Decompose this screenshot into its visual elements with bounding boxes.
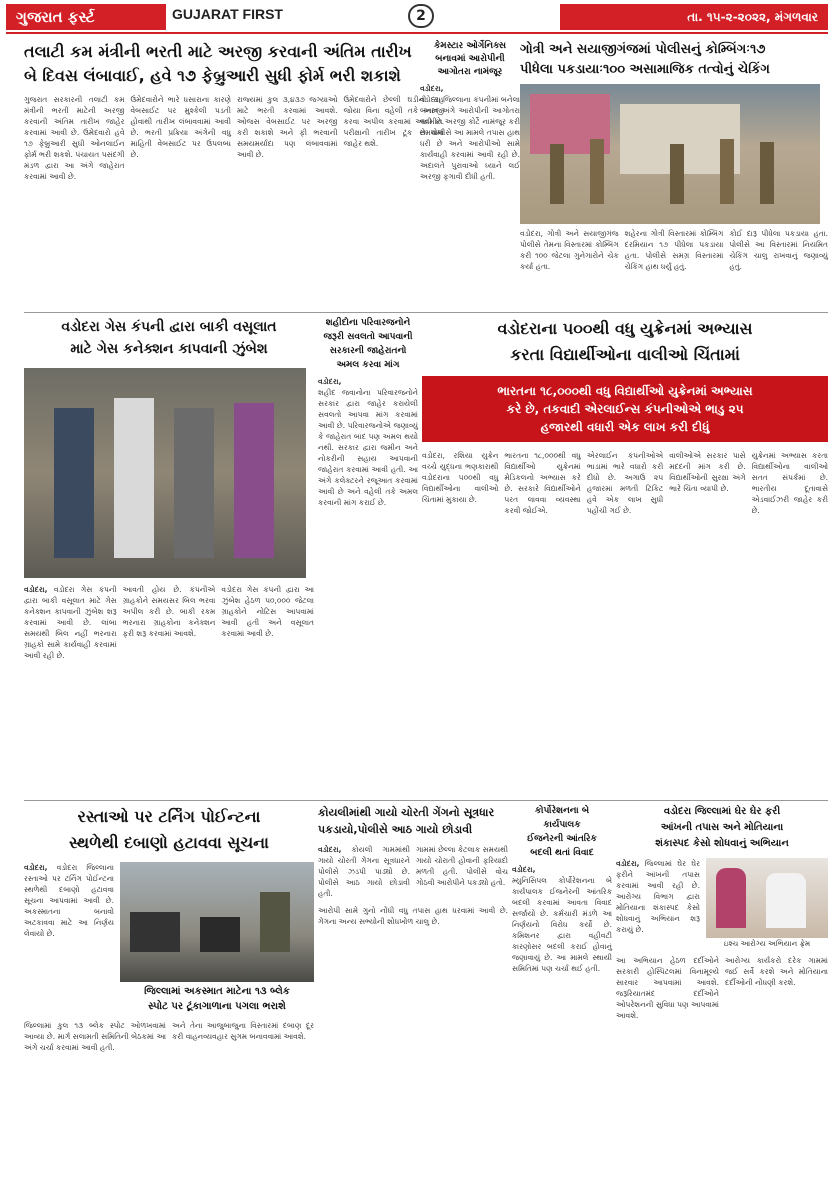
headline-line: કોયલીમાંથી ગાયો ચોરતી ગેંગનો સૂત્રધાર [318,806,495,819]
body-column: ભારતના ૧૮,૦૦૦થી વધુ વિદ્યાર્થીઓ યુક્રેનમાં મેડિકલનો અભ્યાસ કરે છે. સરકારે વિદ્યાર્થીઓને પરત લાવવા વ્યવસ્થા કરવી જોઈએ. [504,451,581,515]
eye-photo-block [706,858,828,949]
issue-date: તા. ૧૫-૨-૨૦૨૨, મંગળવાર [560,4,828,30]
subheadline-bar [422,376,828,442]
page-number: 2 [408,4,434,28]
dateline: વડોદરા, [512,865,536,874]
street-photo-block [120,862,314,1014]
headline [422,316,828,368]
body-column: અને તેના આજુબાજુના વિસ્તારમાં દબાણ દૂર કરી વાહનવ્યવહાર સુગમ બનાવવામાં આવશે. [172,1021,314,1041]
article-cow-theft [318,804,508,1194]
dateline: વડોદરા, [24,863,48,872]
headline-line: ઈજનેરની આંતરિક [527,834,597,844]
article-eye-check [616,804,828,1194]
police-combing-photo [520,84,820,224]
header-rule [6,32,828,34]
eye-check-photo [706,858,828,938]
dateline: વડોદરા, [420,84,444,93]
headline [520,40,828,80]
headline-line: વડોદરા જિલ્લામાં ઘેર ઘેર ફરી [663,806,781,817]
headline-line: જરૂરી સવલતો આપવાની [323,332,413,342]
headline [512,804,612,860]
body-column: ગુજરાત સરકારની તલાટી કમ મંત્રીની ભરતી માટેની અરજી કરવાની અંતિમ તારીખ જાહેર કરવામાં આવી છે. ઉમેદવારો હવે ૧૭ ફેબ્રુઆરી સુધી ઓનલાઈન ફોર્મ ભરી શકશે. પંચાયત પસંદગી મંડળ દ્વારા આ અંગે જાહેરાત કરવામાં આવી છે. [24,95,125,181]
body-column [24,862,114,1014]
body-column: જિલ્લામાં કુલ ૧૩ બ્લેક સ્પોટ ઓળખવામાં આવ્યા છે. માર્ગ સલામતી સમિતિની બેઠકમાં આ અંગે ચર્ચા કરવામાં આવી હતી. [24,1021,166,1052]
headline [616,804,828,852]
body-column: યુક્રેનમાં અભ્યાસ કરતા વિદ્યાર્થીઓના વાલીઓ સતત સંપર્કમાં છે. ભારતીય દૂતાવાસે એડવાઈઝરી જાહેર કરી છે. [751,451,829,515]
headline-line: બદલી થતાં વિવાદ [530,848,594,858]
headline-line: વડોદરાના ૫૦૦થી વધુ યુક્રેનમાં અભ્યાસ [497,319,753,338]
body-column: એરલાઈન કંપનીઓએ ભાડામાં ભારે વધારો કરી દીધો છે. અગાઉ ૨૫ હજારમાં મળતી ટિકિટ હવે એક લાખ સુધી પહોંચી ગઈ છે. [586,451,664,515]
dateline: વડોદરા, [318,377,342,386]
body-text: વડોદરા ગેસ કંપની દ્વારા બાકી વસૂલાત માટે ગેસ કનેક્શન કાપવાની ઝુંબેશ શરૂ કરવામાં આવી છે. લાંબા સમયથી બિલ નહીં ભરનારા ગ્રાહકો સામે કાર્યવાહી કરવામાં આવી રહી છે. [24,585,117,660]
photo-caption: ઇશ્ચ આરોગ્ય અભિયાન ફ્રેમ [723,939,811,948]
headline-line: ગોત્રી અને સયાજીગંજમાં પોલીસનું કોમ્બિંગઃ૧૭ [520,42,766,57]
body-column: વડોદરા ગેસ કંપની દ્વારા આ ઝુંબેશ હેઠળ ૫૦,૦૦૦ જેટલા ગ્રાહકોને નોટિસ આપવામાં આવી હતી અને વસૂલાત કરવામાં આવી છે. [221,585,315,638]
headline [420,40,520,79]
article-gotri [520,40,828,310]
photo-caption [120,984,314,1014]
headline [24,804,314,856]
body-text: વડોદરા જિલ્લાના કંપનીમાં બનેલા બનાવ અંગે આરોપીની આગોતરા જામીન અરજી કોર્ટે નામંજૂર કરી છે. પોલીસે આ મામલે તપાસ હાથ ધરી છે અને આરોપીઓ સામે કાર્યવાહી કરવામાં આવી રહી છે. અદાલતે પુરાવાઓ ધ્યાને લઈ અરજી ફગાવી દીધી હતી. [420,95,520,181]
body-text: વડોદરા જિલ્લાના રસ્તાઓ પર ટર્નિંગ પોઈન્ટના સ્થળેથી દબાણો હટાવવા સૂચના આપવામાં આવી છે. અકસ્માતના બનાવો અટકાવવા માટે આ નિર્ણય લેવાયો છે. [24,863,114,938]
headline-line: બનાવમાં આરોપીની [435,54,505,64]
body-column: વડોદરા, રશિયા યુક્રેન વચ્ચે યુદ્ધના ભણકારાથી વડોદરાના ૫૦૦થી વધુ વિદ્યાર્થીઓના વાલીઓ ચિંતામાં મુકાયા છે. [422,451,499,504]
headline-line: વડોદરા ગેસ કંપની દ્વારા બાકી વસૂલાત [61,319,277,335]
body-text: શહીદ જવાનોના પરિવારજનોને સરકાર દ્વારા જાહેર કરાયેલી સવલતો આપવા માંગ કરવામાં આવી છે. પરિવારજનોએ જણાવ્યું કે જાહેરાત બાદ પણ અમલ થયો નથી. સરકાર દ્વારા જમીન અને નોકરીની સહાય આપવાની જાહેરાત કરવામાં આવી હતી. આ અંગે કલેક્ટરને રજૂઆત કરવામાં આવી છે અને વહેલી તકે અમલ કરવાની માંગ કરાઈ છે. [318,388,418,507]
body-column [318,844,410,899]
headline-line: આંખની તપાસ અને મોતિયાના [660,822,784,833]
article-ukraine [422,316,828,796]
body-column: ઉમેદવારોને છેલ્લી ઘડીની રાહ જોયા વિના વહેલી તકે અરજી કરવા અપીલ કરવામાં આવી છે. પરીક્ષાની તારીખ ટૂંક સમયમાં જાહેર થશે. [343,95,444,148]
headline-line: તલાટી કમ મંત્રીની ભરતી માટે અરજી કરવાની અંતિમ તારીખ [24,42,412,61]
caption-line: જિલ્લામાં અકસ્માત માટેના ૧૩ બ્લેક [144,986,290,997]
headline [318,316,418,372]
headline-line: શહીદોના પરિવારજનોને [325,318,411,328]
street-photo [120,862,314,982]
subheadline-line: હજારથી વધારી એક લાખ કરી દીધું [540,420,710,434]
section-tag: ગુજરાત ફર્સ્ટ [6,4,166,30]
headline [318,804,508,838]
headline [24,40,444,88]
article-corporation [512,804,612,1194]
body-text: આરોપી સામે ગુનો નોંધી વધુ તપાસ હાથ ધરવામાં આવી છે. ગેંગના અન્ય સભ્યોની શોધખોળ ચાલુ છે. [318,906,508,926]
body-column: વડોદરા, ગોત્રી અને સયાજીગંજ પોલીસે તેમના વિસ્તારમાં કોમ્બિંગ કરી ૧૦૦ જેટલા ગુનેગારોને ચેક કર્યા હતા. [520,229,619,271]
headline-line: કરતા વિદ્યાર્થીઓના વાલીઓ ચિંતામાં [510,345,740,364]
caption-line: સ્પોટ પર ટૂંકાગાળાના પગલા ભરાશે [148,1001,286,1012]
headline [24,316,314,360]
dateline: વડોદરા, [616,859,640,868]
dateline: વડોદરા, [318,845,342,854]
body-column [24,584,117,661]
headline-line: કાર્યપાલક [543,820,581,830]
body-column: ઉમેદવારોને ભારે ધસારાના કારણે વેબસાઈટ પર મુશ્કેલી પડતી હોવાથી તારીખ લંબાવવામાં આવી છે. ભરતી પ્રક્રિયા અંગેની વધુ માહિતી વેબસાઈટ પર ઉપલબ્ધ છે. [130,95,231,159]
headline-line: કેમસ્ટાર ઓર્ગેનિક્સ [433,41,507,51]
headline-line: સ્થળેથી દબાણો હટાવવા સૂચના [69,833,269,852]
headline-line: સરકારની જાહેરાતનો [329,346,407,356]
body-column: આરોગ્ય કાર્યકરો દરેક ગામમાં જઈ સર્વે કરશે અને મોતિયાના દર્દીઓની નોંધણી કરશે. [725,956,828,987]
body-column: આવતી હોય છે. કંપનીએ ગ્રાહકોને સમયસર બિલ ભરવા અપીલ કરી છે. બાકી રકમ ભરનારા ગ્રાહકોના કનેક્શન ફરી શરૂ કરવામાં આવશે. [122,585,216,638]
body-column: શહેરના ગોત્રી વિસ્તારમાં કોમ્બિંગ દરમિયાન ૧૭ પીધેલા પકડાયા હતા. પોલીસે સમગ્ર વિસ્તારમાં ચેકિંગ હાથ ધર્યું હતું. [624,229,724,271]
headline-line: પીધેલા પકડાયાઃ૧૦૦ અસામાજિક તત્વોનું ચેકિંગ [520,62,770,77]
article-camstar [420,40,520,310]
headline-line: પકડાયો,પોલીસે આઠ ગાયો છોડાવી [318,823,473,836]
article-martyr [318,316,418,796]
body-text: મ્યુનિસિપલ કોર્પોરેશનના બે કાર્યપાલક ઈજનેરની આંતરિક બદલી કરવામાં આવતા વિવાદ સર્જાયો છે. કર્મચારી મંડળે આ નિર્ણયનો વિરોધ કર્યો છે. કમિશનર દ્વારા વહીવટી કારણોસર બદલી કરાઈ હોવાનું જણાવાયું છે. આ મામલે સ્થાયી સમિતિમાં પણ ચર્ચા થઈ હતી. [512,876,612,973]
article-turning-point [24,804,314,1194]
body-column: કોઈ દારૂ પીધેલા પકડાયા હતા. પોલીસે આ વિસ્તારમાં નિયમિત ચેકિંગ ચાલુ રાખવાનું જણાવ્યું હતું. [729,229,829,271]
dateline: વડોદરા, [24,585,48,594]
divider [24,800,828,801]
body-column: રાજ્યમાં કુલ ૩,૪૩૭ જગ્યાઓ માટે ભરતી કરવામાં આવશે. ઓજસ વેબસાઈટ પર અરજી કરી શકાશે અને ફી ભરવાની સમયમર્યાદા પણ લંબાવવામાં આવી છે. [237,95,338,159]
body-column [616,858,700,949]
article-gas [24,316,314,796]
headline-line: કોર્પોરેશનના બે [534,806,590,816]
body-column: વાલીઓએ સરકાર પાસે મદદની માંગ કરી છે. વિદ્યાર્થીઓની સુરક્ષા અંગે ભારે ચિંતા વ્યાપી છે. [669,451,746,493]
headline-line: માટે ગેસ કનેક્શન કાપવાની ઝુંબેશ [70,341,268,357]
gas-connection-photo [24,368,306,578]
headline-line: બે દિવસ લંબાવાઈ, હવે ૧૭ ફેબ્રુઆરી સુધી ફોર્મ ભરી શકાશે [24,66,401,85]
masthead: GUJARAT FIRST [172,6,283,22]
headline-line: શંકાસ્પદ કેસો શોધવાનું અભિયાન [655,838,789,849]
headline-line: આગોતરા નામંજૂર [437,67,503,77]
body-column: આ અભિયાન હેઠળ દર્દીઓને સરકારી હોસ્પિટલમાં વિનામૂલ્યે સારવાર આપવામાં આવશે. જરૂરિયાતમંદ દર્દીઓને ઓપરેશનની સુવિધા પણ આપવામાં આવશે. [616,956,719,1020]
headline-line: અમલ કરવા માંગ [336,360,400,370]
body-text: કોયલી ગામમાંથી ગાયો ચોરતી ગેંગના સૂત્રધારને પોલીસે ઝડપી પાડ્યો છે. પોલીસે આઠ ગાયો છોડાવી હતી. [318,845,410,898]
subheadline-line: કરે છે, તકવાદી એરલાઈન્સ કંપનીઓએ ભાડુ ૨૫ [506,402,744,416]
subheadline-line: ભારતના ૧૮,૦૦૦થી વધુ વિદ્યાર્થીઓ યુક્રેનમાં અભ્યાસ [497,384,753,398]
divider [24,312,828,313]
headline-line: રસ્તાઓ પર ટર્નિંગ પોઈન્ટના [77,807,261,826]
body-text: જિલ્લામાં ઘેર ઘેર ફરીને આંખની તપાસ કરવામાં આવી રહી છે. આરોગ્ય વિભાગ દ્વારા મોતિયાના શંકાસ્પદ કેસો શોધવાનું અભિયાન શરૂ કરાયું છે. [616,859,700,934]
body-column: ગામમાં છેલ્લા કેટલાક સમયથી ગાયો ચોરાતી હોવાની ફરિયાદો મળતી હતી. પોલીસે વોચ ગોઠવી આરોપીને પકડ્યો હતો. [416,845,508,887]
article-talati [24,40,444,310]
